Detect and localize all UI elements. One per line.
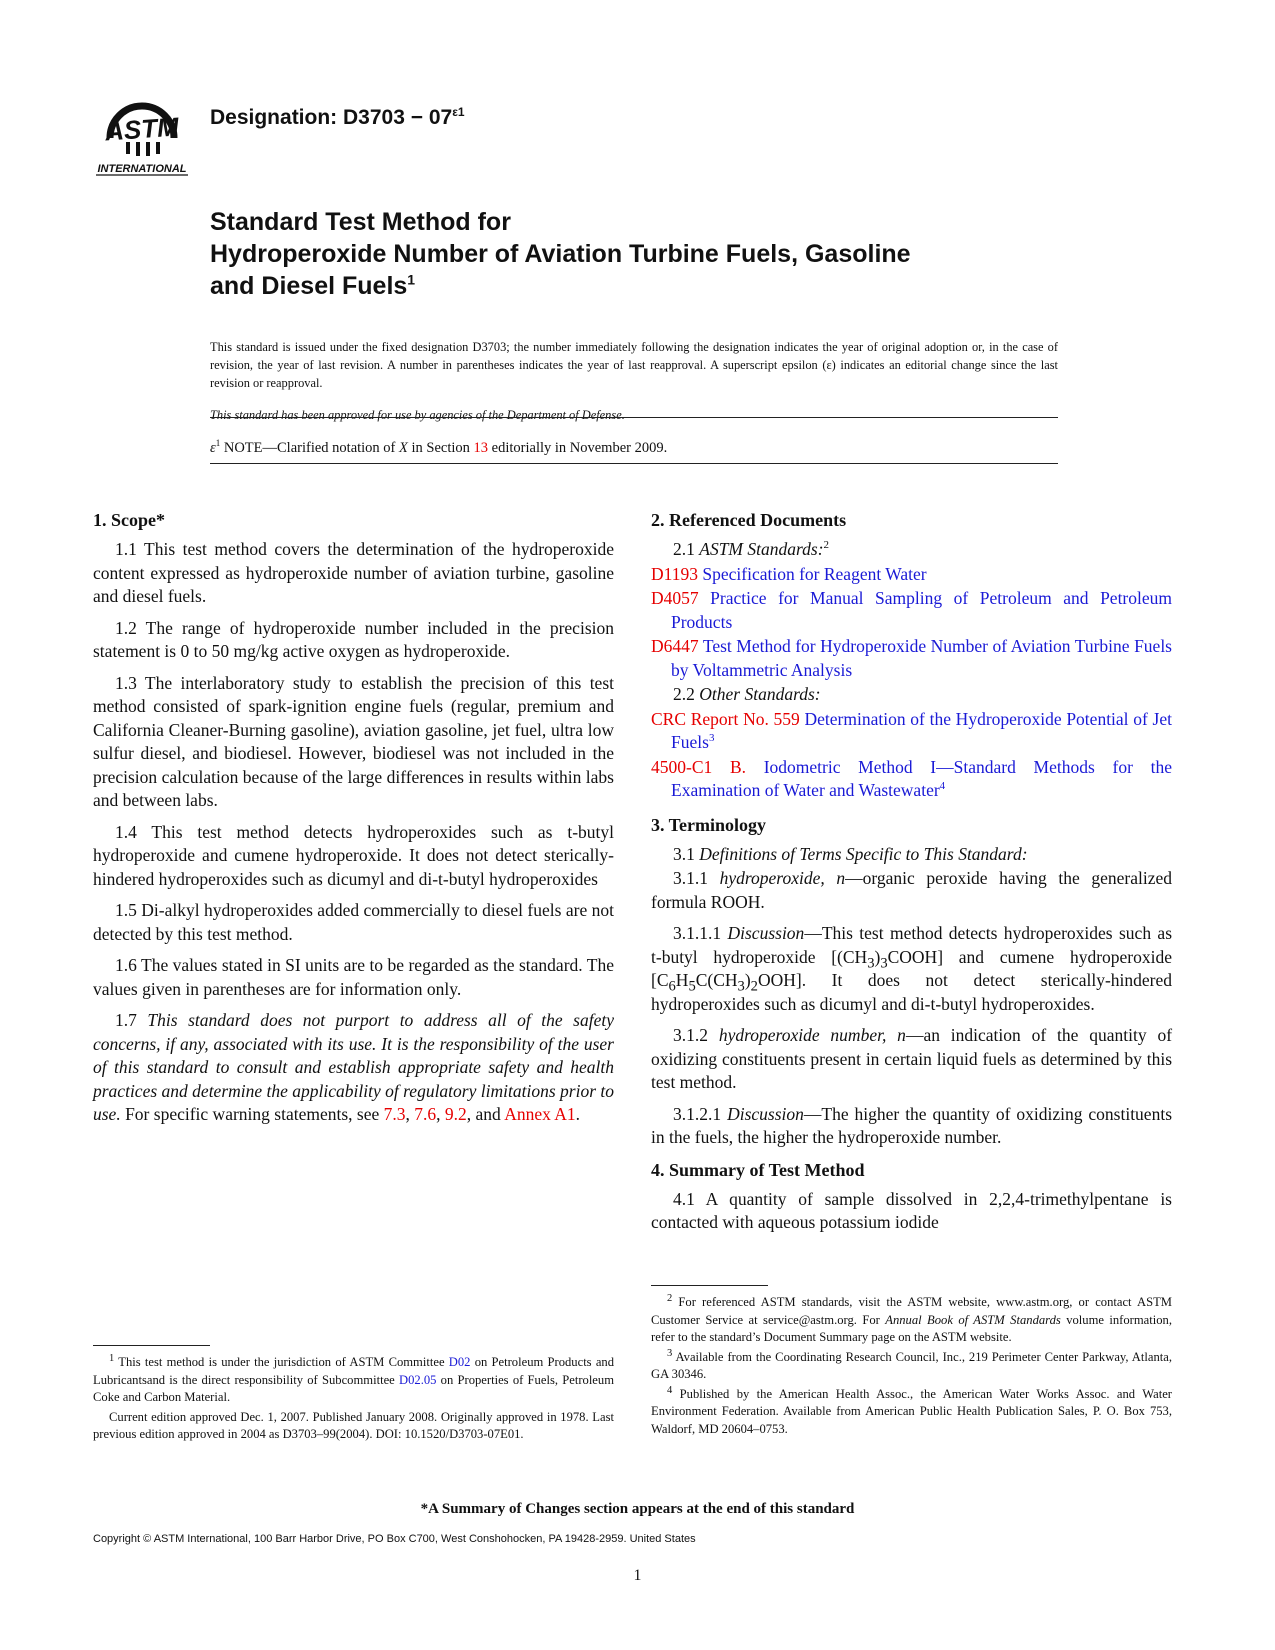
page-number: 1 <box>633 1567 642 1584</box>
preamble: This standard is issued under the fixed designation D3703; the number immediately following the designation indicates the year of original adoption or, in the case of revision, the year of last revision. A number in parentheses indicates the year of last reapproval. A superscript epsilon (ε) indicates an editorial change since the last revision or reapproval. <box>210 340 1058 390</box>
footnotes-left <box>93 1345 614 1446</box>
paragraph: 1.5 Di-alkyl hydroperoxides added commercially to diesel fuels are not detected by this test method. <box>93 900 614 944</box>
safety-paragraph: 1.7 This standard does not purport to address all of the safety concerns, if any, associated with its use. It is the responsibility of the user of this standard to consult and establish appropriate safety and health practices and determine the applicability of regulatory limitations prior to use. For specific warning statements, see 7.3, 7.6, 9.2, and Annex A1. <box>93 1010 615 1124</box>
divider <box>210 463 1058 464</box>
designation: Designation: $D3703 - 07^{\varepsilon 1}$ <box>210 105 465 129</box>
subcommittee-link[interactable]: D02.05 <box>399 1372 437 1387</box>
summary-of-changes-notice: *A Summary of Changes section appears at the end of this standard <box>420 1501 855 1517</box>
editorial-note: $\varepsilon^1$ NOTE—Clarified notation of X in Section 13 editorially in November 2009. <box>210 438 668 456</box>
footnotes-right <box>651 1285 1172 1440</box>
paragraph: 1.6 The values stated in SI units are to be regarded as the standard. The values given in parentheses are for information only. <box>93 955 614 999</box>
reference-item[interactable]: 4500-C1 B. Iodometric Method I—Standard Methods for the Examination of Water and Wastewater$^4$ <box>651 756 1172 800</box>
reference-item[interactable]: CRC Report No. 559 Determination of the Hydroperoxide Potential of Jet Fuels$^3$ <box>651 708 1172 752</box>
footnote-edition: Current edition approved Dec. 1, 2007. Published January 2008. Originally approved in 1978. Last previous edition approved in 2004 as D3703–99(2004). DOI: 10.1520/D3703-07E01. <box>93 1409 614 1441</box>
paragraph: 1.1 This test method covers the determination of the hydroperoxide content expressed as hydroperoxide number of aviation turbine, gasoline and diesel fuels. <box>93 539 614 606</box>
logo-text: ASTM <box>104 111 180 147</box>
footnote-3: $^3$ Available from the Coordinating Research Council, Inc., 219 Perimeter Center Parkway, Atlanta, GA 30346. <box>651 1347 1172 1381</box>
committee-link[interactable]: D02 <box>448 1355 471 1369</box>
xref-link[interactable]: 7.3 <box>383 1104 406 1124</box>
footnote-rule <box>93 1345 210 1346</box>
reference-item[interactable]: D1193 Specification for Reagent Water <box>651 563 927 584</box>
subsection: 2.1 ASTM Standards:$^2$ <box>673 539 830 559</box>
paragraph: 1.2 The range of hydroperoxide number included in the precision statement is 0 to 50 mg/kg active oxygen as hydroperoxide. <box>93 617 614 661</box>
title-line-3: and Diesel Fuels$^1$ <box>210 271 416 300</box>
annex-link[interactable]: Annex A1 <box>504 1104 576 1124</box>
section-heading: 1. Scope* <box>93 510 165 530</box>
footnote-1: $^1$ This test method is under the jurisdiction of ASTM Committee D02 on Petroleum Products and Lubricantsand is the direct responsibility of Subcommittee D02.05 on Properties of Fuels, Petroleum Coke and Carbon Material. <box>93 1352 614 1404</box>
footnote-2: $^2$ For referenced ASTM standards, visit the ASTM website, www.astm.org, or contact ASTM Customer Service at service@astm.org. For Annual Book of ASTM Standards volume information, refer to the standard’s Document Summary page on the ASTM website. <box>651 1292 1172 1344</box>
logo-subtext: INTERNATIONAL <box>97 163 187 175</box>
discussion: 3.1.2.1 Discussion—The higher the quantity of oxidizing constituents in the fuels, the higher the hydroperoxide number. <box>651 1103 1173 1147</box>
definition: 3.1.2 hydroperoxide number, n—an indication of the quantity of oxidizing constituents present in certain liquid fuels as determined by this test method. <box>651 1025 1173 1092</box>
document-title <box>210 206 911 302</box>
reference-item[interactable]: D4057 Practice for Manual Sampling of Petroleum and Petroleum Products <box>651 588 1172 632</box>
xref-link[interactable]: 9.2 <box>444 1104 467 1124</box>
definition: 3.1.1 hydroperoxide, n—organic peroxide having the generalized formula ROOH. <box>651 868 1173 912</box>
copyright: Copyright © ASTM International, 100 Barr Harbor Drive, PO Box C700, West Conshohocken, PA 19428-2959. United States <box>93 1533 696 1545</box>
subsection: 2.2 Other Standards: <box>673 684 821 704</box>
xref-link[interactable]: 7.6 <box>414 1104 437 1124</box>
left-column <box>93 508 614 1135</box>
footnote-4: $^4$ Published by the American Health Assoc., the American Water Works Assoc. and Water Environment Federation. Available from American Public Health Publication Sales, P. O. Box 753, Waldorf, MD 20604–0753. <box>651 1384 1172 1436</box>
section-heading: 3. Terminology <box>651 814 767 835</box>
title-line-1: Standard Test Method for <box>210 208 511 236</box>
divider <box>210 417 1058 418</box>
right-column <box>651 508 1172 1243</box>
section-heading: 2. Referenced Documents <box>651 510 847 530</box>
section-link[interactable]: 13 <box>473 440 489 456</box>
discussion: 3.1.1.1 Discussion—This test method detects hydroperoxides such as t-butyl hydroperoxide $[(CH_3)_3COOH]$ and cumene hydroperoxide $[C_6H_5C(CH_3)_2OOH]$. It does not detect sterically-hindered hydroperoxides such as dicumyl and di-t-butyl hydroperoxides. <box>651 923 1173 1014</box>
dod-approval-note: This standard has been approved for use by agencies of the Department of Defense. <box>210 408 625 422</box>
paragraph: 4.1 A quantity of sample dissolved in 2,2,4-trimethylpentane is contacted with aqueous potassium iodide <box>651 1188 1172 1232</box>
paragraph: 3.1 Definitions of Terms Specific to This Standard: <box>673 843 1028 864</box>
paragraph: 1.3 The interlaboratory study to establish the precision of this test method consisted of spark-ignition engine fuels (regular, premium and California Cleaner-Burning gasoline), aviation gasoline, jet fuel, ultra low sulfur diesel, and biodiesel. However, biodiesel was not included in the precision calculation because of the large differences in results within labs and between labs. <box>93 672 614 810</box>
title-line-2: Hydroperoxide Number of Aviation Turbine Fuels, Gasoline <box>210 240 911 268</box>
astm-logo <box>88 80 196 180</box>
paragraph: 1.4 This test method detects hydroperoxides such as t-butyl hydroperoxide and cumene hydroperoxide. It does not detect sterically-hindered hydroperoxides such as dicumyl and di-t-butyl hydroperoxides <box>93 821 614 889</box>
footnote-rule <box>651 1285 768 1286</box>
section-heading: 4. Summary of Test Method <box>651 1159 865 1180</box>
reference-item[interactable]: D6447 Test Method for Hydroperoxide Number of Aviation Turbine Fuels by Voltammetric Analysis <box>651 636 1172 680</box>
